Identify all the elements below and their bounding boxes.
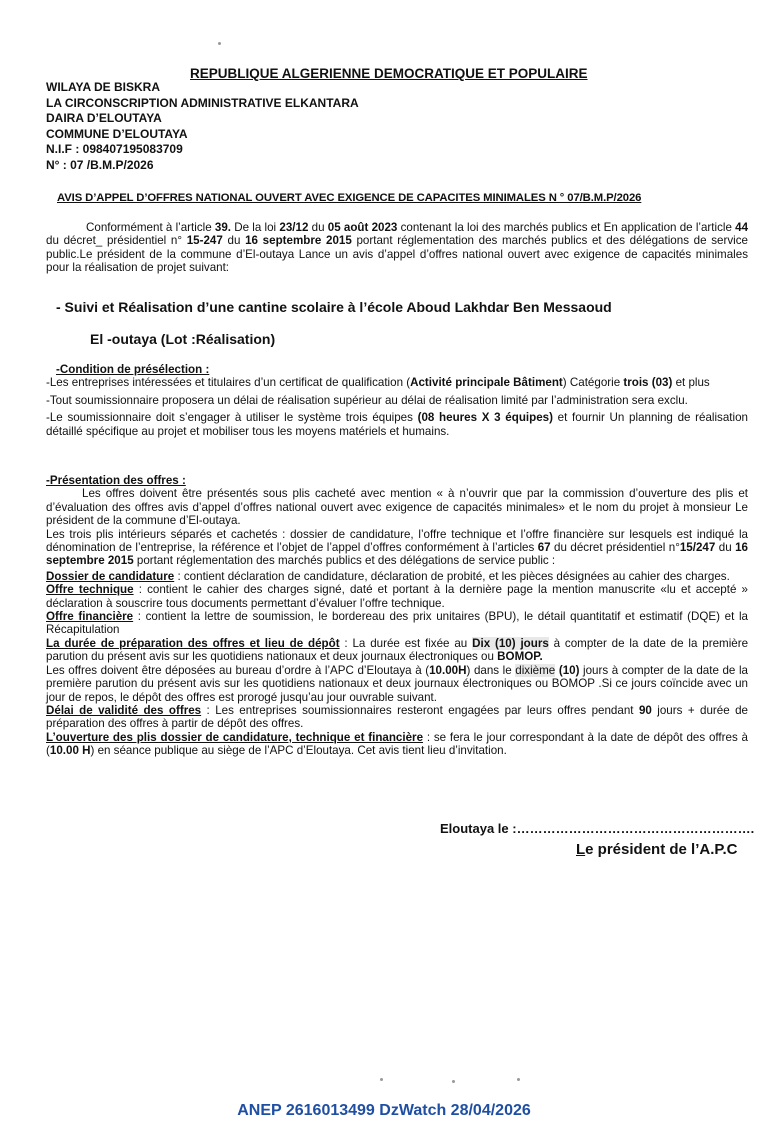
condition-item-delai: -Tout soumissionnaire proposera un délai de réalisation supérieur au délai de réalisation limité par l’administration sera exclu. bbox=[46, 393, 688, 407]
header-line-commune: COMMUNE D’ELOUTAYA bbox=[46, 126, 188, 141]
presentation-paragraph-2: Les trois plis intérieurs séparés et cachetés : dossier de candidature, l’offre technique et l’offre financière sur lesquels est indiqué la dénomination de l’entreprise, la référence et l’objet de l’appel d’offres conformément à l’articles 67 du décret présidentiel n°15/247 du 16 septembre 2015 portant réglementation des marchés publics et des délégations de service public : bbox=[46, 527, 748, 568]
condition-item-equipes: -Le soumissionnaire doit s’engager à utiliser le système trois équipes (08 heures X 3 équipes) et fournir Un planning de réalisation détaillé spécifique au projet et mobiliser tous les moyens matériels et humains. bbox=[46, 411, 748, 438]
project-title: - Suivi et Réalisation d’une cantine scolaire à l’école Aboud Lakhdar Ben Messaoud bbox=[56, 299, 612, 315]
republic-title: REPUBLIQUE ALGERIENNE DEMOCRATIQUE ET POPULAIRE bbox=[190, 66, 588, 81]
publication-footer: ANEP 2616013499 DzWatch 28/04/2026 bbox=[237, 1102, 531, 1119]
scan-speck bbox=[218, 42, 221, 45]
condition-section bbox=[46, 363, 748, 438]
header-line-wilaya: WILAYA DE BISKRA bbox=[46, 80, 161, 94]
ouverture-plis: L’ouverture des plis dossier de candidature, technique et financière : se fera le jour correspondant à la date de dépôt des offres à (10.00 H) en séance publique au siège de l’APC d’Eloutaya. Cet avis tient lieu d’invitation. bbox=[46, 730, 748, 758]
notice-title: AVIS D’APPEL D’OFFRES NATIONAL OUVERT AVEC EXIGENCE DE CAPACITES MINIMALES N ° 07/B.M.P/2026 bbox=[57, 192, 642, 204]
issuer-header bbox=[46, 80, 359, 173]
presentation-section bbox=[46, 474, 748, 758]
header-line-daira: DAIRA D’ELOUTAYA bbox=[46, 111, 162, 125]
scan-speck bbox=[380, 1078, 383, 1081]
duree-preparation: La durée de préparation des offres et lieu de dépôt : La durée est fixée au Dix (10) jours à compter de la date de la première parution du présent avis sur les quotidiens nationaux et deux journaux électroniques ou BOMOP. bbox=[46, 636, 749, 664]
scan-speck bbox=[517, 1078, 520, 1081]
offre-technique: Offre technique : contient le cahier des charges signé, daté et portant à la dernière page la mention manuscrite «lu et accepté » déclaration à souscrire tous documents permettant d’évaluer l’offre technique. bbox=[46, 583, 748, 610]
delai-validite: Délai de validité des offres : Les entreprises soumissionnaires resteront engagées par leurs offres pendant 90 jours + durée de préparation des offres à partir de dépôt des offres. bbox=[46, 703, 749, 731]
project-lot: El -outaya (Lot :Réalisation) bbox=[90, 331, 276, 347]
presentation-paragraph-1: Les offres doivent être présentés sous plis cacheté avec mention « à n’ouvrir que par la commission d’ouverture des plis et d’évaluation des offres avis d’appel d’offres national ouvert avec exigence de capacités minimales» et le nom du projet à monsieur Le président de la commune d’El-outaya. bbox=[46, 487, 748, 528]
condition-item-qualification: -Les entreprises intéressées et titulaires d’un certificat de qualification (Activité principale Bâtiment) Catégorie trois (03) et plus bbox=[46, 376, 710, 390]
presentation-heading: -Présentation des offres : bbox=[46, 474, 186, 487]
dossier-candidature: Dossier de candidature : contient déclaration de candidature, déclaration de probité, et les pièces désignées au cahier des charges. bbox=[46, 569, 730, 583]
condition-heading: -Condition de présélection : bbox=[56, 363, 210, 376]
header-line-nif: N.I.F : 098407195083709 bbox=[46, 142, 183, 156]
header-line-circonscription: LA CIRCONSCRIPTION ADMINISTRATIVE ELKANTARA bbox=[46, 95, 359, 110]
header-line-number: N° : 07 /B.M.P/2026 bbox=[46, 157, 154, 172]
intro-paragraph: Conformément à l’article 39. De la loi 23/12 du 05 août 2023 contenant la loi des marchés publics et En application de l’article 44 du décret_ présidentiel n° 15-247 du 16 septembre 2015 portant réglementation des marchés publics et des délégations de service public.Le président de la commune d’El-outaya Lance un avis d’appel d’offres national ouvert avec exigence de capacités minimales pour la réalisation de projet suivant: bbox=[46, 221, 749, 275]
signatory: Le président de l’A.P.C bbox=[576, 841, 738, 858]
depot-offres: Les offres doivent être déposées au bureau d’ordre à l’APC d’Eloutaya à (10.00H) dans le dixième (10) jours à compter de la date de la première parution du présent avis sur les quotidiens nationaux et deux journaux électroniques ou BOMOP .Si ce jours coïncide avec un jour de repos, le dépôt des offres est prorogé jusqu’au jour ouvrable suivant. bbox=[46, 663, 748, 704]
offre-financiere: Offre financière : contient la lettre de soumission, le bordereau des prix unitaires (BPU), le détail quantitatif et estimatif (DQE) et la Récapitulation bbox=[46, 610, 748, 637]
place-date-line: Eloutaya le :………………………………………………. bbox=[440, 821, 755, 836]
scan-speck bbox=[452, 1080, 455, 1083]
